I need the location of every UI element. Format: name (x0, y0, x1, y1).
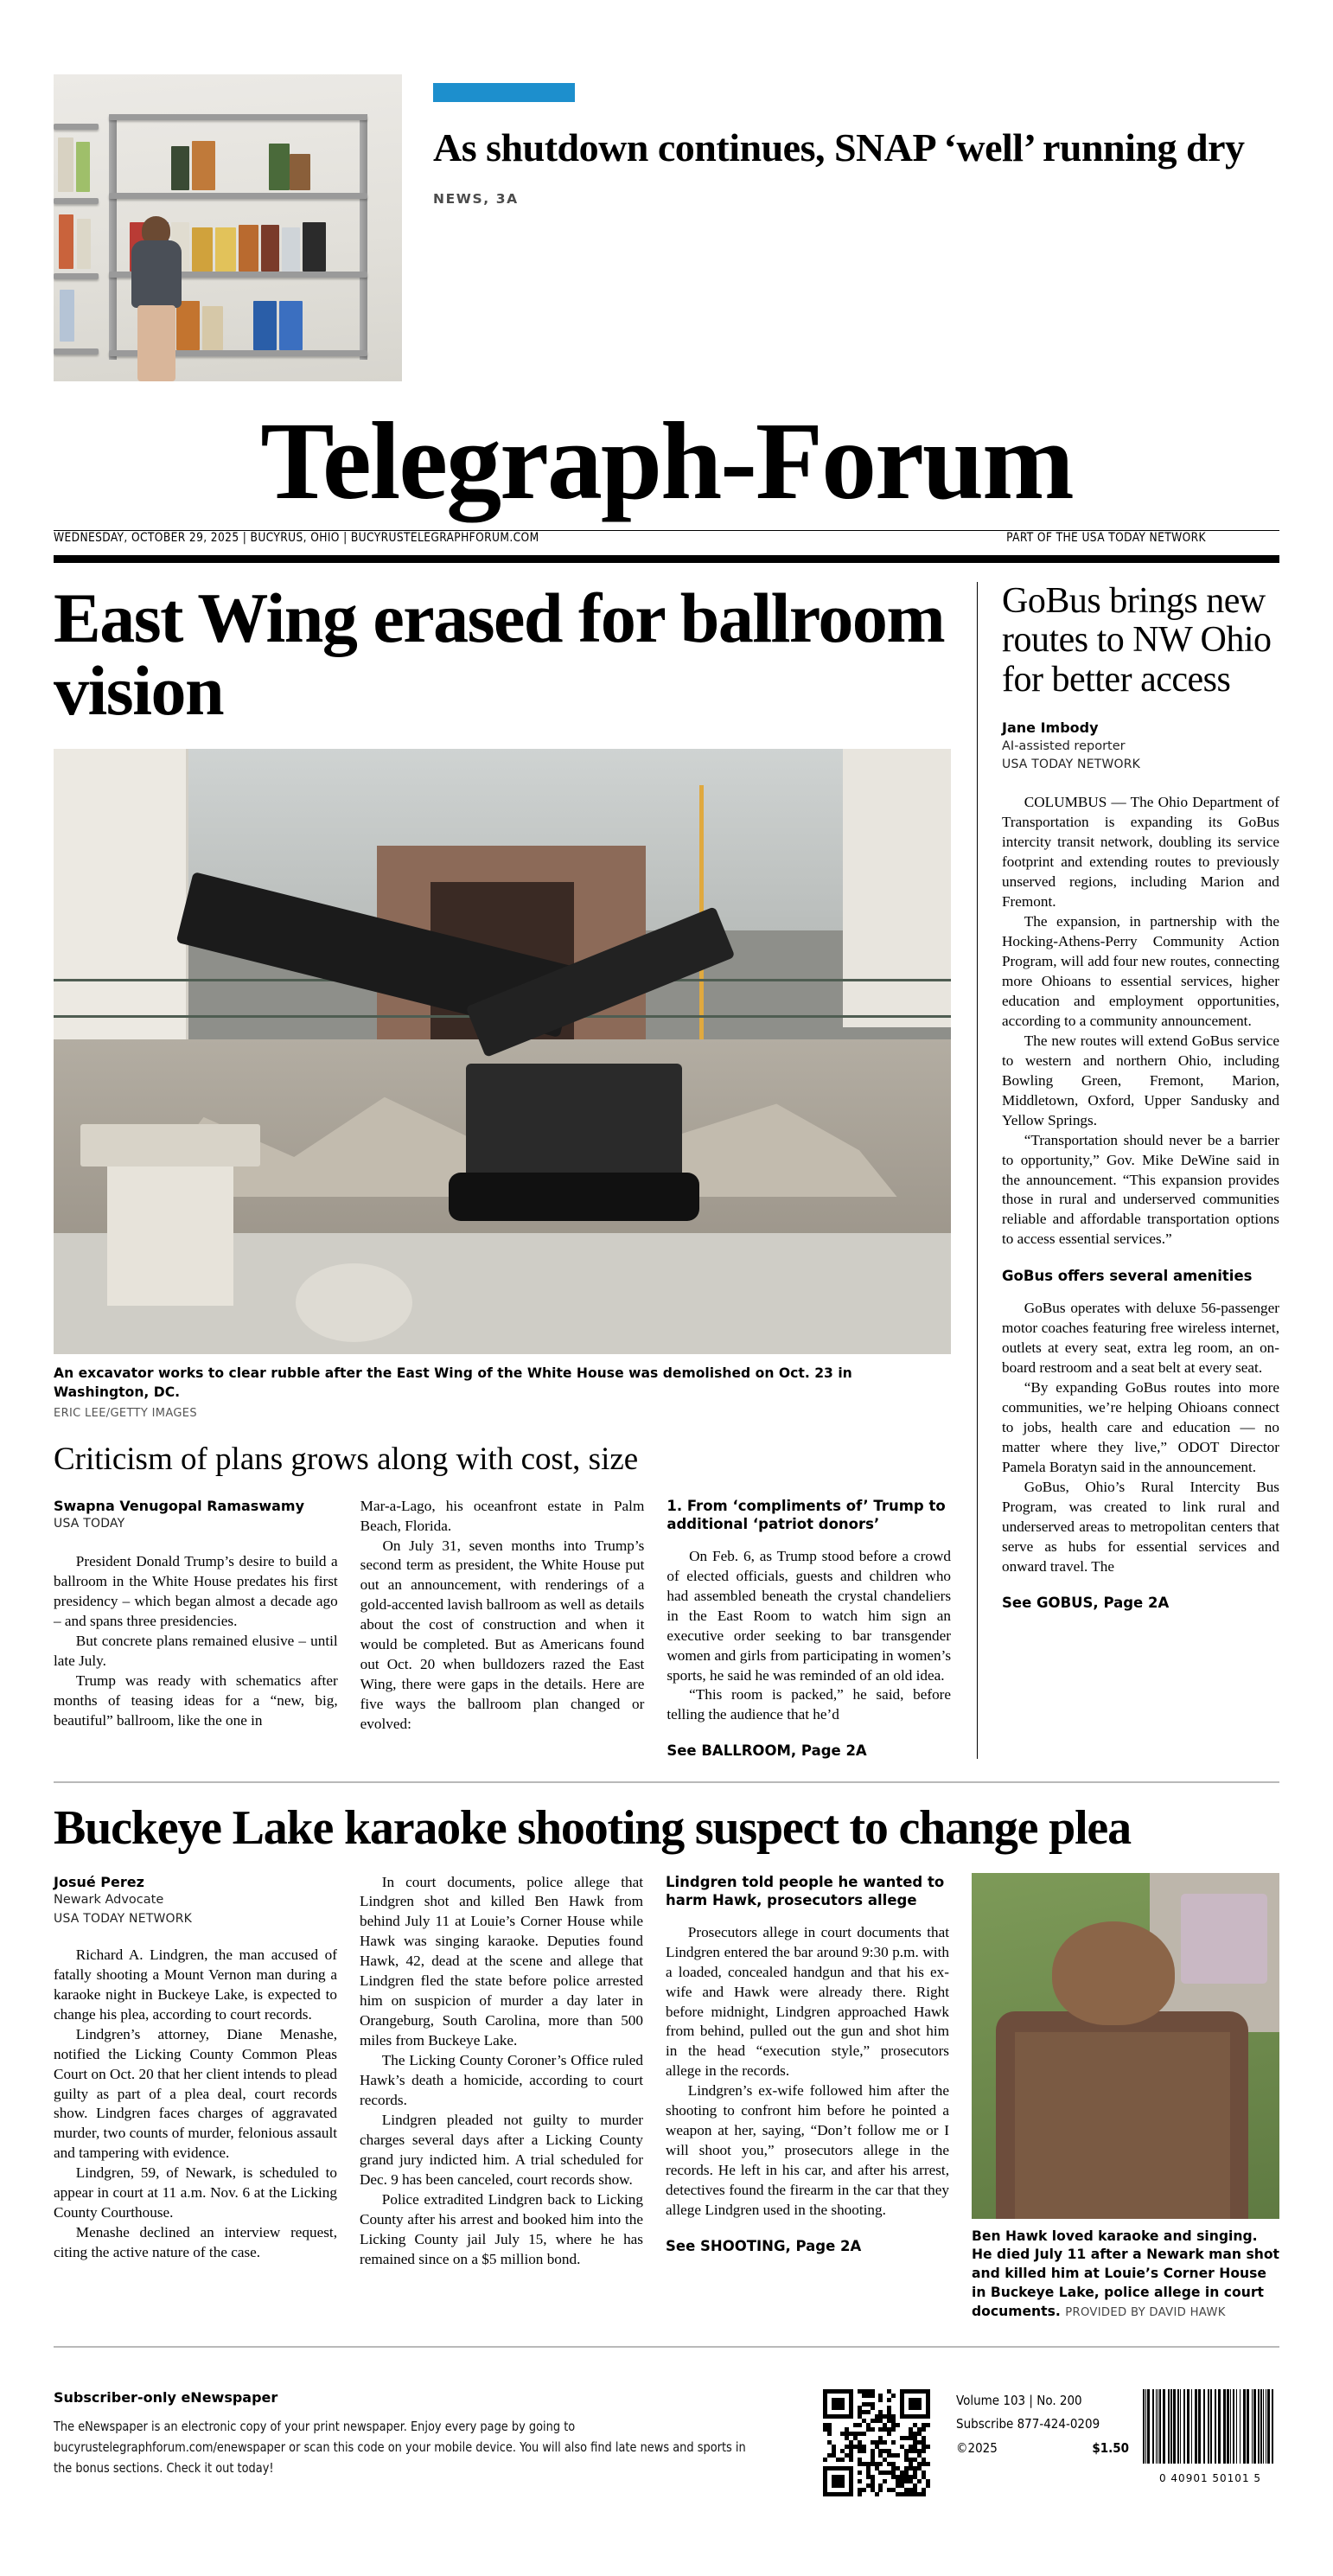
price-label: $1.50 (1092, 2440, 1129, 2457)
masthead-heavy-rule (54, 555, 1279, 563)
buckeye-column-3 (666, 1873, 949, 2322)
buckeye-paragraph: Police extradited Lindgren back to Licking County after his arrest and booked him into the Licking County jail July 15, where he has remained since on a $5 million bond. (360, 2190, 643, 2267)
lead-paragraph: On July 31, seven months into Trump’s second term as president, the White House put out an announcement, with renderings of a gold-accented lavish ballroom as well as details about the cost of construction and when it would be completed. But as Americans found out Oct. 20 when bulldozers razed the East Wing, there were gaps in the details. Here are five ways the ballroom plan changed or evolved: (360, 1537, 645, 1733)
buckeye-paragraph: The Licking County Coroner’s Office ruled Hawk’s death a homicide, according to court records. (360, 2052, 643, 2108)
teaser-side-shelf (54, 124, 99, 351)
buckeye-byline-role: Newark Advocate (54, 1893, 164, 1908)
buckeye-paragraph: Menashe declined an interview request, citing the active nature of the case. (54, 2224, 337, 2261)
side-paragraph: “Transportation should never be a barrier to opportunity,” Gov. Mike DeWine said in the announcement. “This expansion provides those in rural and underserved communities reliable and affordable transportation options to access essential services.” (1002, 1131, 1279, 1248)
buckeye-photo-credit: PROVIDED BY DAVID HAWK (1065, 2305, 1226, 2319)
lead-photo (54, 749, 951, 1354)
volume-label: Volume 103 | No. 200 (956, 2392, 1082, 2408)
footer (54, 2370, 1279, 2496)
teaser-accent-bar (433, 83, 575, 102)
network-label: PART OF THE USA TODAY NETWORK (1006, 531, 1206, 545)
lead-paragraph: “This room is packed,” he said, before telling the audience that he’d (666, 1686, 952, 1723)
side-paragraph: The expansion, in partnership with the Hocking-Athens-Perry Community Action Program, will add four new routes, connecting more Ohioans to essential services, higher education and employment opportunities, according to a community announcement. (1002, 913, 1279, 1029)
buckeye-photo (972, 1873, 1279, 2219)
lead-story (54, 578, 977, 1760)
side-paragraph: “By expanding GoBus routes into more communities, we’re helping Ohioans connect to jobs, health care and education — no matter where they live,” ODOT Director Pamela Boratyn said in the announcement. (1002, 1379, 1279, 1476)
enewspaper-title: Subscriber-only eNewspaper (54, 2388, 278, 2406)
buckeye-paragraph: Prosecutors allege in court documents that Lindgren entered the bar around 9:30 p.m. with a loaded, concealed handgun and that his ex-wife and Hawk were already there. Right before midnight, Lindgren approached Hawk from behind, pulled out the gun and shot him in the head “execution style,” prosecutors allege in the records. (666, 1923, 949, 2080)
dateline: WEDNESDAY, OCTOBER 29, 2025 | BUCYRUS, OHIO | BUCYRUSTELEGRAPHFORUM.COM (54, 531, 539, 545)
lead-deck-headline[interactable]: Criticism of plans grows along with cost, size (54, 1441, 639, 1477)
buckeye-photo-column (972, 1873, 1279, 2322)
lead-paragraph: On Feb. 6, as Trump stood before a crowd of elected officials, guests and children who had assembled beneath the crystal chandeliers in the East Room to watch him sign an executive order seeking to bar transgender women and girls from participating in women’s sports, he said he was reminded of an old idea. (666, 1547, 952, 1684)
lead-paragraph: But concrete plans remained elusive – until late July. (54, 1633, 338, 1669)
footer-divider (54, 2346, 1279, 2348)
side-paragraph: GoBus, Ohio’s Rural Intercity Bus Program, was created to link rural and underserved areas to metropolitan centers that serve as hubs for essential services and onward travel. The (1002, 1479, 1279, 1575)
lead-headline[interactable]: East Wing erased for ballroom vision (54, 578, 945, 730)
top-teaser[interactable] (54, 0, 1279, 381)
buckeye-paragraph: Richard A. Lindgren, the man accused of fatally shooting a Mount Vernon man during a karaoke night in Buckeye Lake, is expected to change his plea, according to court records. (54, 1946, 337, 2023)
buckeye-story (54, 1801, 1280, 2321)
lead-column-3 (666, 1497, 951, 1760)
side-story (977, 582, 1279, 1759)
side-headline[interactable]: GoBus brings new routes to NW Ohio for better access (1002, 581, 1272, 700)
buckeye-subhead: Lindgren told people he wanted to harm Hawk, prosecutors allege (666, 1873, 945, 1908)
teaser-photo (54, 74, 402, 381)
buckeye-paragraph: Lindgren’s attorney, Diane Menashe, notified the Licking County Common Pleas Court on Oct. 20 that her client intends to plead guilty as part of a plea deal, court records show. Lindgren faces charges of aggravated murder, two counts of murder, felonious assault and tampering with evidence. (54, 2025, 337, 2162)
lead-column-2 (360, 1497, 645, 1760)
side-paragraph: COLUMBUS — The Ohio Department of Transportation is expanding its GoBus intercity transit network, doubling its service footprint and extending routes to previously unserved regions, including Marion and Fremont. (1002, 794, 1279, 911)
buckeye-column-2 (360, 1873, 643, 2322)
lead-byline-name: Swapna Venugopal Ramaswamy (54, 1497, 304, 1514)
side-byline-name: Jane Imbody (1002, 719, 1099, 737)
barcode-number: 0 40901 50101 5 (1158, 2471, 1262, 2484)
lead-paragraph: Mar-a-Lago, his oceanfront estate in Palm Beach, Florida. (360, 1497, 645, 1534)
teaser-section-label[interactable]: NEWS, 3A (433, 191, 519, 208)
shopper-figure (127, 240, 187, 381)
copyright-label: ©2025 (956, 2440, 998, 2457)
side-paragraph: The new routes will extend GoBus service to western and northern Ohio, including Bowling Green, Fremont, Marion, Middletown, Oxford, Upper Sandusky and Yellow Springs. (1002, 1032, 1279, 1128)
buckeye-paragraph: Lindgren’s ex-wife followed him after the shooting to confront him before he pointed a weapon at her, saying, “Don’t follow me or I will shoot you,” prosecutors allege in the records. He left in his car, and after his arrest, detectives found the firearm in the car that they allege Lindgren used in the shooting. (666, 2082, 949, 2219)
buckeye-column-1 (54, 1873, 337, 2322)
buckeye-jumpline[interactable]: See SHOOTING, Page 2A (666, 2238, 862, 2255)
lead-subhead: 1. From ‘compliments of’ Trump to additional ‘patriot donors’ (666, 1497, 946, 1532)
lead-photo-credit: ERIC LEE/GETTY IMAGES (54, 1406, 197, 1420)
enewspaper-body: The eNewspaper is an electronic copy of your print newspaper. Enjoy every page by going to bucyrustelegraphforum.com/enewspaper or scan this code on your mobile device. You will also find late news and sports in the bonus sections. Check it out today! (54, 2418, 746, 2477)
side-paragraph: GoBus operates with deluxe 56-passenger motor coaches featuring free wireless internet, outlets at every seat, extra leg room, an on-board restroom and a seat belt at every seat. (1002, 1300, 1279, 1377)
masthead-title: Telegraph-Forum (260, 400, 1073, 522)
buckeye-paragraph: Lindgren pleaded not guilty to murder charges several days after a Licking County grand jury indicted him. A trial scheduled for Dec. 9 has been canceled, court records show. (360, 2111, 643, 2188)
qr-code[interactable] (823, 2389, 930, 2496)
section-divider (54, 1781, 1279, 1783)
buckeye-byline-name: Josué Perez (54, 1873, 144, 1890)
buckeye-caption-text: Ben Hawk loved karaoke and singing. He died July 11 after a Newark man shot and killed him at Louie’s Corner House in Buckeye Lake, police allege in court documents. (972, 2228, 1280, 2319)
buckeye-paragraph: In court documents, police allege that Lindgren shot and killed Ben Hawk from behind July 11 at Louie’s Corner House while Hawk was singing karaoke. Deputies found Hawk, 42, dead at the scene and allege that Lindgren fled the state before police arrested him on suspicion of murder a day later in Orangeburg, South Carolina, more than 500 miles from Buckeye Lake. (360, 1873, 643, 2049)
side-byline-role: AI-assisted reporter (1002, 738, 1126, 753)
side-subhead: GoBus offers several amenities (1002, 1268, 1253, 1285)
buckeye-photo-caption (972, 2228, 1279, 2322)
lead-paragraph: Trump was ready with schematics after months of teasing ideas for a “new, big, beautiful” ballroom, like the one in (54, 1672, 338, 1729)
lead-jumpline[interactable]: See BALLROOM, Page 2A (666, 1742, 867, 1760)
side-jumpline[interactable]: See GOBUS, Page 2A (1002, 1594, 1170, 1611)
buckeye-paragraph: Lindgren, 59, of Newark, is scheduled to appear in court at 11 a.m. Nov. 6 at the Licking County Courthouse. (54, 2164, 337, 2221)
lead-column-1 (54, 1497, 338, 1760)
barcode (1141, 2389, 1279, 2484)
buckeye-byline-org: USA TODAY NETWORK (54, 1911, 193, 1926)
subscribe-phone[interactable]: Subscribe 877-424-0209 (956, 2416, 1100, 2432)
buckeye-headline[interactable]: Buckeye Lake karaoke shooting suspect to change plea (54, 1801, 1131, 1856)
lead-byline-org: USA TODAY (54, 1517, 125, 1531)
lead-paragraph: President Donald Trump’s desire to build a ballroom in the White House predates his first presidency – which began almost a decade ago – and spans three presidencies. (54, 1553, 338, 1630)
teaser-headline[interactable]: As shutdown continues, SNAP ‘well’ running dry (433, 125, 1245, 169)
side-byline-org: USA TODAY NETWORK (1002, 757, 1141, 772)
lead-photo-caption: An excavator works to clear rubble after the East Wing of the White House was demolished on Oct. 23 in Washington, DC. (54, 1365, 852, 1401)
